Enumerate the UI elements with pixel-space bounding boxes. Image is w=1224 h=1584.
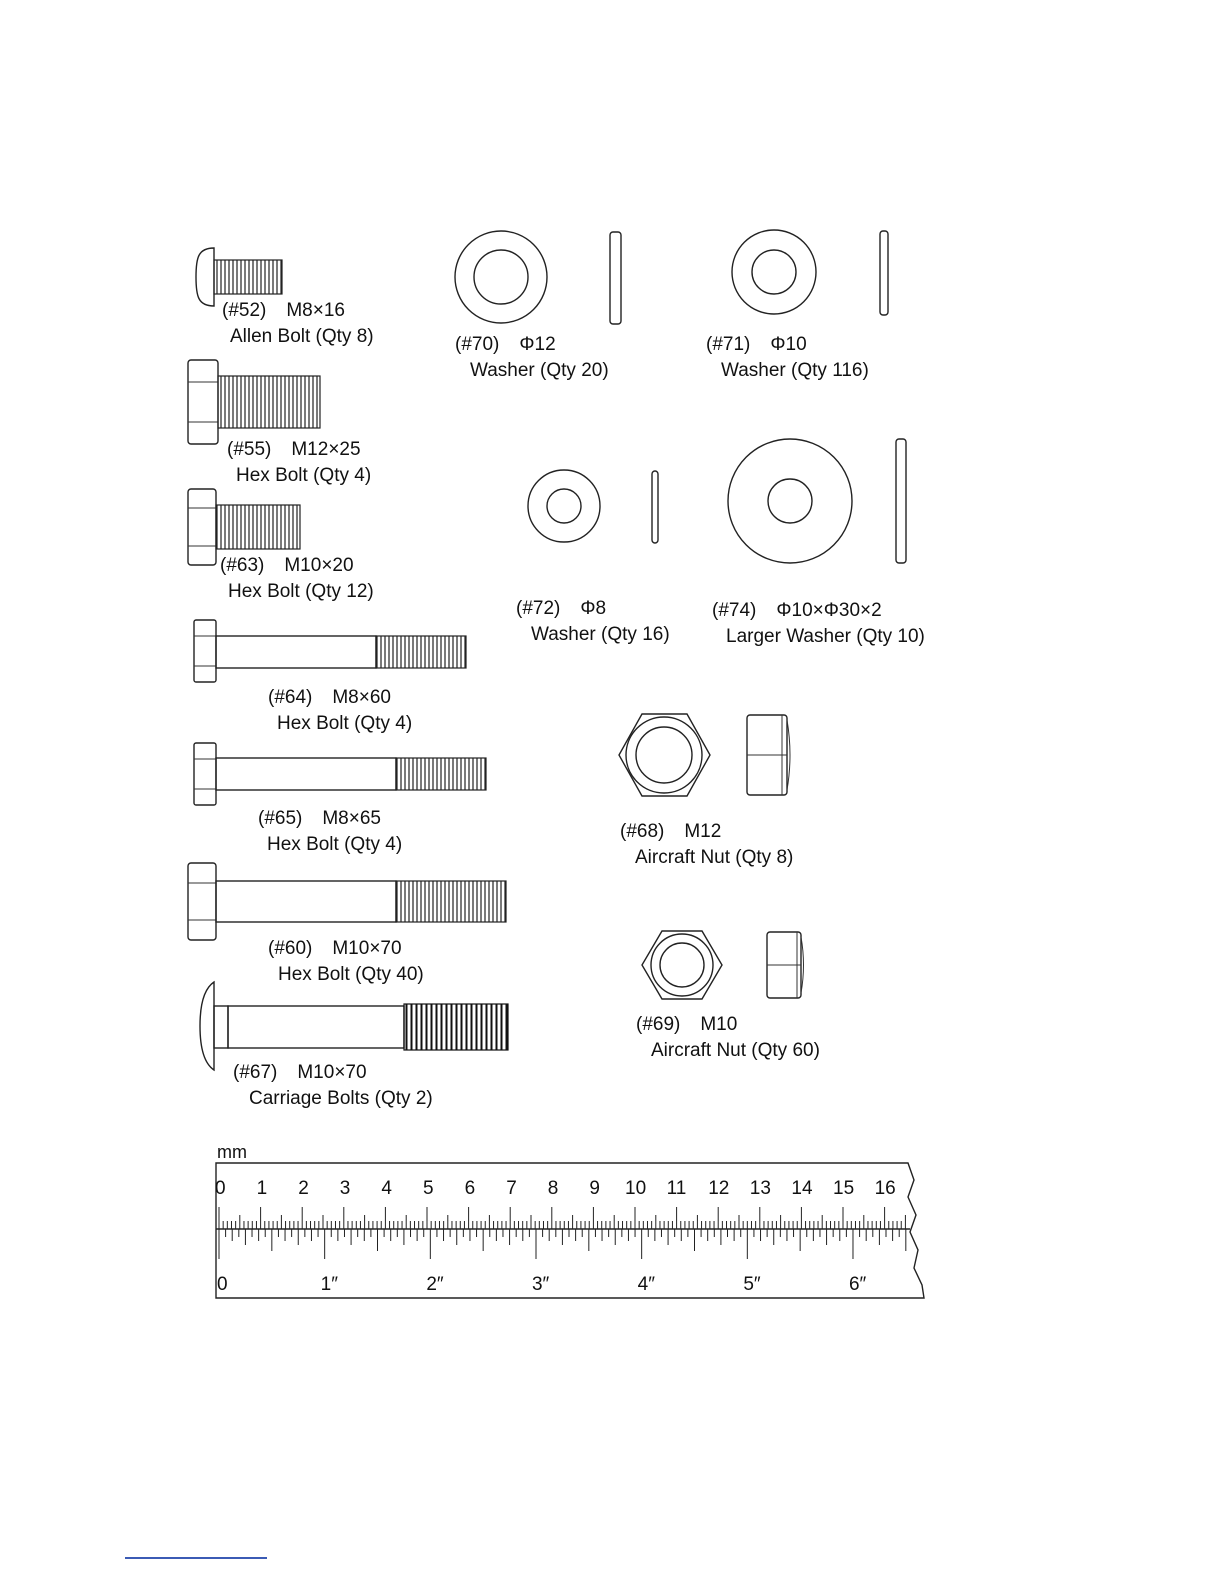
ruler-mm-label: 1	[256, 1178, 268, 1199]
hex-bolt-64-drawing	[194, 620, 466, 682]
part-description: Hex Bolt (Qty 40)	[278, 964, 424, 985]
part-number: (#70)	[455, 334, 500, 355]
ruler-inch-label: 2″	[426, 1274, 444, 1295]
part-description: Washer (Qty 116)	[721, 360, 869, 381]
part-size: M8×16	[286, 300, 345, 321]
aircraft-nut-69-drawing	[642, 931, 804, 999]
part-label-63	[220, 553, 374, 605]
ruler-mm-label: 7	[506, 1178, 517, 1199]
ruler	[215, 1142, 924, 1298]
part-size: M10	[700, 1014, 738, 1035]
hex-bolt-55-drawing	[188, 360, 320, 444]
ruler-mm-label: 13	[749, 1178, 771, 1199]
part-label-64	[268, 685, 412, 737]
part-label-74	[712, 598, 925, 650]
part-number: (#69)	[636, 1014, 681, 1035]
part-size: M8×65	[322, 808, 381, 829]
washer-74-drawing	[728, 439, 906, 563]
part-description: Hex Bolt (Qty 4)	[267, 834, 403, 855]
ruler-mm-label: 0	[215, 1178, 226, 1199]
part-label-71	[706, 332, 869, 384]
carriage-bolt-67-drawing	[200, 982, 508, 1070]
part-label-60	[268, 936, 424, 988]
part-number: (#71)	[706, 334, 751, 355]
part-number: (#52)	[222, 300, 267, 321]
ruler-inch-label: 5″	[743, 1274, 761, 1295]
part-size: M12	[684, 821, 722, 842]
part-size: M10×70	[332, 938, 402, 959]
part-size: M10×70	[297, 1062, 367, 1083]
ruler-unit-label: mm	[217, 1142, 247, 1162]
washer-71-drawing	[732, 230, 888, 315]
part-label-52	[222, 298, 374, 350]
part-number: (#67)	[233, 1062, 278, 1083]
part-number: (#55)	[227, 439, 272, 460]
ruler-inch-ticks	[219, 1229, 906, 1259]
part-size: M12×25	[291, 439, 361, 460]
part-description: Hex Bolt (Qty 12)	[228, 581, 374, 602]
part-number: (#68)	[620, 821, 665, 842]
washer-70-drawing	[455, 231, 621, 324]
part-label-55	[227, 437, 371, 489]
part-number: (#64)	[268, 687, 313, 708]
ruler-inch-label: 1″	[320, 1274, 338, 1295]
part-size: Φ10×Φ30×2	[776, 600, 882, 621]
ruler-mm-label: 3	[339, 1178, 351, 1199]
ruler-mm-label: 2	[298, 1178, 309, 1199]
ruler-mm-label: 14	[791, 1178, 813, 1199]
part-number: (#65)	[258, 808, 303, 829]
part-number: (#60)	[268, 938, 313, 959]
part-label-65	[258, 806, 402, 858]
ruler-mm-label: 6	[464, 1178, 476, 1199]
part-size: Φ8	[580, 598, 607, 619]
part-size: Φ12	[519, 334, 556, 355]
ruler-inch-label: 3″	[531, 1274, 550, 1295]
part-description: Carriage Bolts (Qty 2)	[249, 1088, 433, 1109]
part-description: Larger Washer (Qty 10)	[726, 626, 925, 647]
ruler-mm-label: 10	[625, 1178, 647, 1199]
hex-bolt-65-drawing	[194, 743, 486, 805]
ruler-mm-label: 9	[589, 1178, 600, 1199]
ruler-mm-label: 5	[423, 1178, 434, 1199]
part-description: Hex Bolt (Qty 4)	[236, 465, 372, 486]
part-description: Allen Bolt (Qty 8)	[230, 326, 374, 347]
part-size: Φ10	[770, 334, 807, 355]
part-size: M8×60	[332, 687, 391, 708]
part-number: (#63)	[220, 555, 265, 576]
part-description: Aircraft Nut (Qty 60)	[651, 1040, 820, 1061]
part-number: (#72)	[516, 598, 561, 619]
part-size: M10×20	[284, 555, 354, 576]
ruler-inch-label: 6″	[848, 1274, 867, 1295]
ruler-inch-labels	[217, 1274, 867, 1295]
ruler-mm-label: 4	[381, 1178, 392, 1199]
part-description: Washer (Qty 16)	[531, 624, 670, 645]
aircraft-nut-68-drawing	[619, 714, 790, 796]
part-label-68	[620, 819, 793, 871]
ruler-mm-label: 16	[874, 1178, 896, 1199]
ruler-mm-labels	[215, 1178, 896, 1199]
ruler-mm-label: 11	[666, 1178, 687, 1199]
part-description: Washer (Qty 20)	[470, 360, 609, 381]
part-label-67	[233, 1060, 433, 1112]
ruler-inch-label: 4″	[637, 1274, 655, 1295]
ruler-inch-label: 0	[217, 1274, 228, 1295]
part-description: Hex Bolt (Qty 4)	[277, 713, 413, 734]
ruler-mm-label: 12	[708, 1178, 730, 1199]
hex-bolt-60-drawing	[188, 863, 506, 940]
part-label-72	[516, 596, 670, 648]
part-description: Aircraft Nut (Qty 8)	[635, 847, 794, 868]
ruler-mm-label: 15	[833, 1178, 855, 1199]
footer-rule	[125, 1557, 267, 1559]
washer-72-drawing	[528, 470, 658, 543]
part-number: (#74)	[712, 600, 757, 621]
ruler-mm-label: 8	[547, 1178, 559, 1199]
part-label-69	[636, 1012, 820, 1064]
part-label-70	[455, 332, 609, 384]
ruler-mm-ticks	[219, 1207, 905, 1229]
